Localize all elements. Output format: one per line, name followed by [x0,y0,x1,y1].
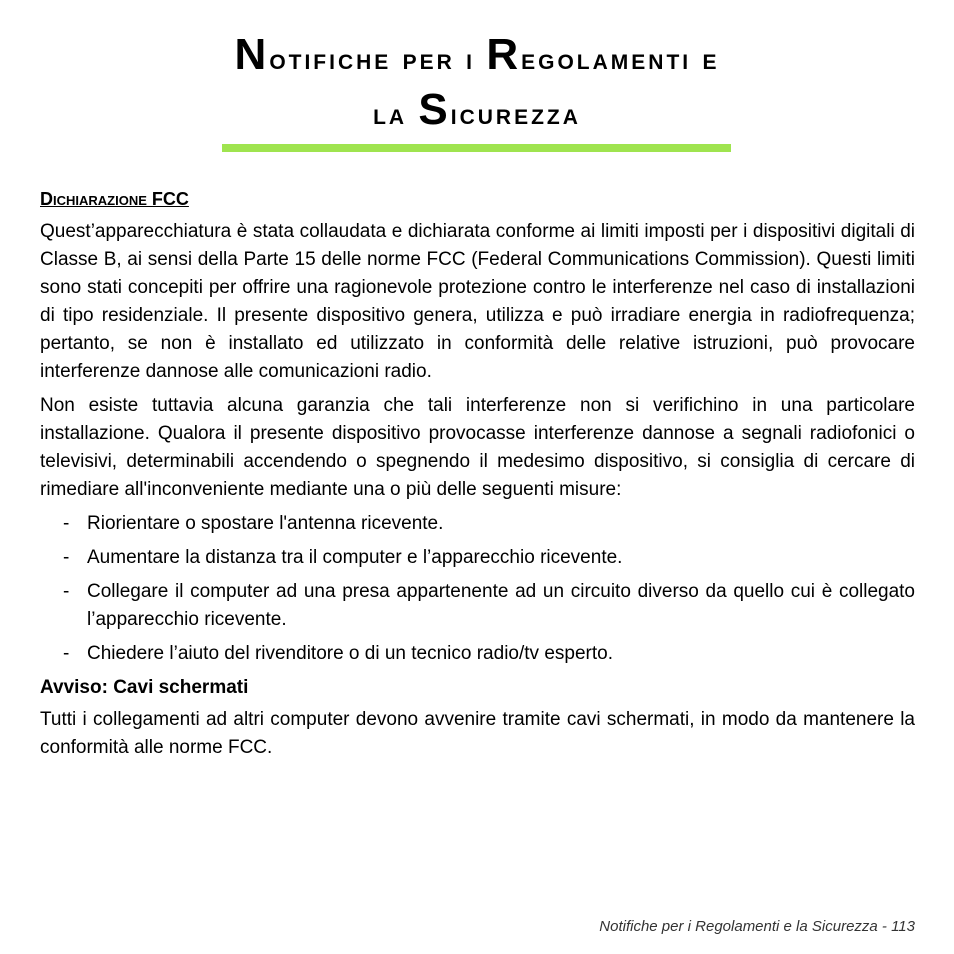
subheading: Avviso: Cavi schermati [40,677,249,698]
bullet-dash: - [63,643,70,664]
main-content [40,186,915,768]
title-text-a: otifiche per i [269,43,487,76]
title-text-d: icurezza [450,98,581,131]
list-item-text: Collegare il computer ad una presa appartenente ad un circuito diverso da quello cui è collegato l’apparecchio ricevente. [87,581,915,630]
title-text-c: la [373,98,419,131]
list-item [40,510,915,538]
title-initial-n: N [234,30,270,79]
list-item [40,544,915,572]
list-item-text: Riorientare o spostare l'antenna ricevente. [87,513,444,534]
bullet-dash: - [63,581,70,602]
title-initial-r: R [486,30,522,79]
paragraph-3: Tutti i collegamenti ad altri computer devono avvenire tramite cavi schermati, in modo da mantenere la conformità alle norme FCC. [40,709,915,758]
bullet-dash: - [63,513,70,534]
list-item [40,578,915,634]
page-title-line-2 [0,85,954,140]
title-underline-rule [222,144,731,152]
list-item-text: Chiedere l’aiuto del rivenditore o di un tecnico radio/tv esperto. [87,643,613,664]
section-heading: Dichiarazione FCC [40,189,189,209]
page-footer: Notifiche per i Regolamenti e la Sicurezza - 113 [599,918,915,935]
list-item-text: Aumentare la distanza tra il computer e l’apparecchio ricevente. [87,547,623,568]
measures-list [40,510,915,668]
page-title-line-1 [0,30,954,85]
title-initial-s: S [418,85,451,134]
title-text-b: egolamenti e [521,43,720,76]
list-item [40,640,915,668]
paragraph-1: Quest’apparecchiatura è stata collaudata e dichiarata conforme ai limiti imposti per i dispositivi digitali di Classe B, ai sensi della Parte 15 delle norme FCC (Federal Communications Commission). Questi limiti sono stati concepiti per offrire una ragionevole protezione contro le interferenze nel caso di installazioni di tipo residenziale. Il presente dispositivo genera, utilizza e può irradiare energia in radiofrequenza; pertanto, se non è installato ed utilizzato in conformità delle relative istruzioni, può provocare interferenze dannose alle comunicazioni radio. [40,221,915,382]
bullet-dash: - [63,547,70,568]
page-title [0,30,954,140]
paragraph-2: Non esiste tuttavia alcuna garanzia che tali interferenze non si verifichino in una particolare installazione. Qualora il presente dispositivo provocasse interferenze dannose a segnali radiofonici o televisivi, determinabili accendendo o spegnendo il medesimo dispositivo, si consiglia di cercare di rimediare all'inconveniente mediante una o più delle seguenti misure: [40,395,915,500]
